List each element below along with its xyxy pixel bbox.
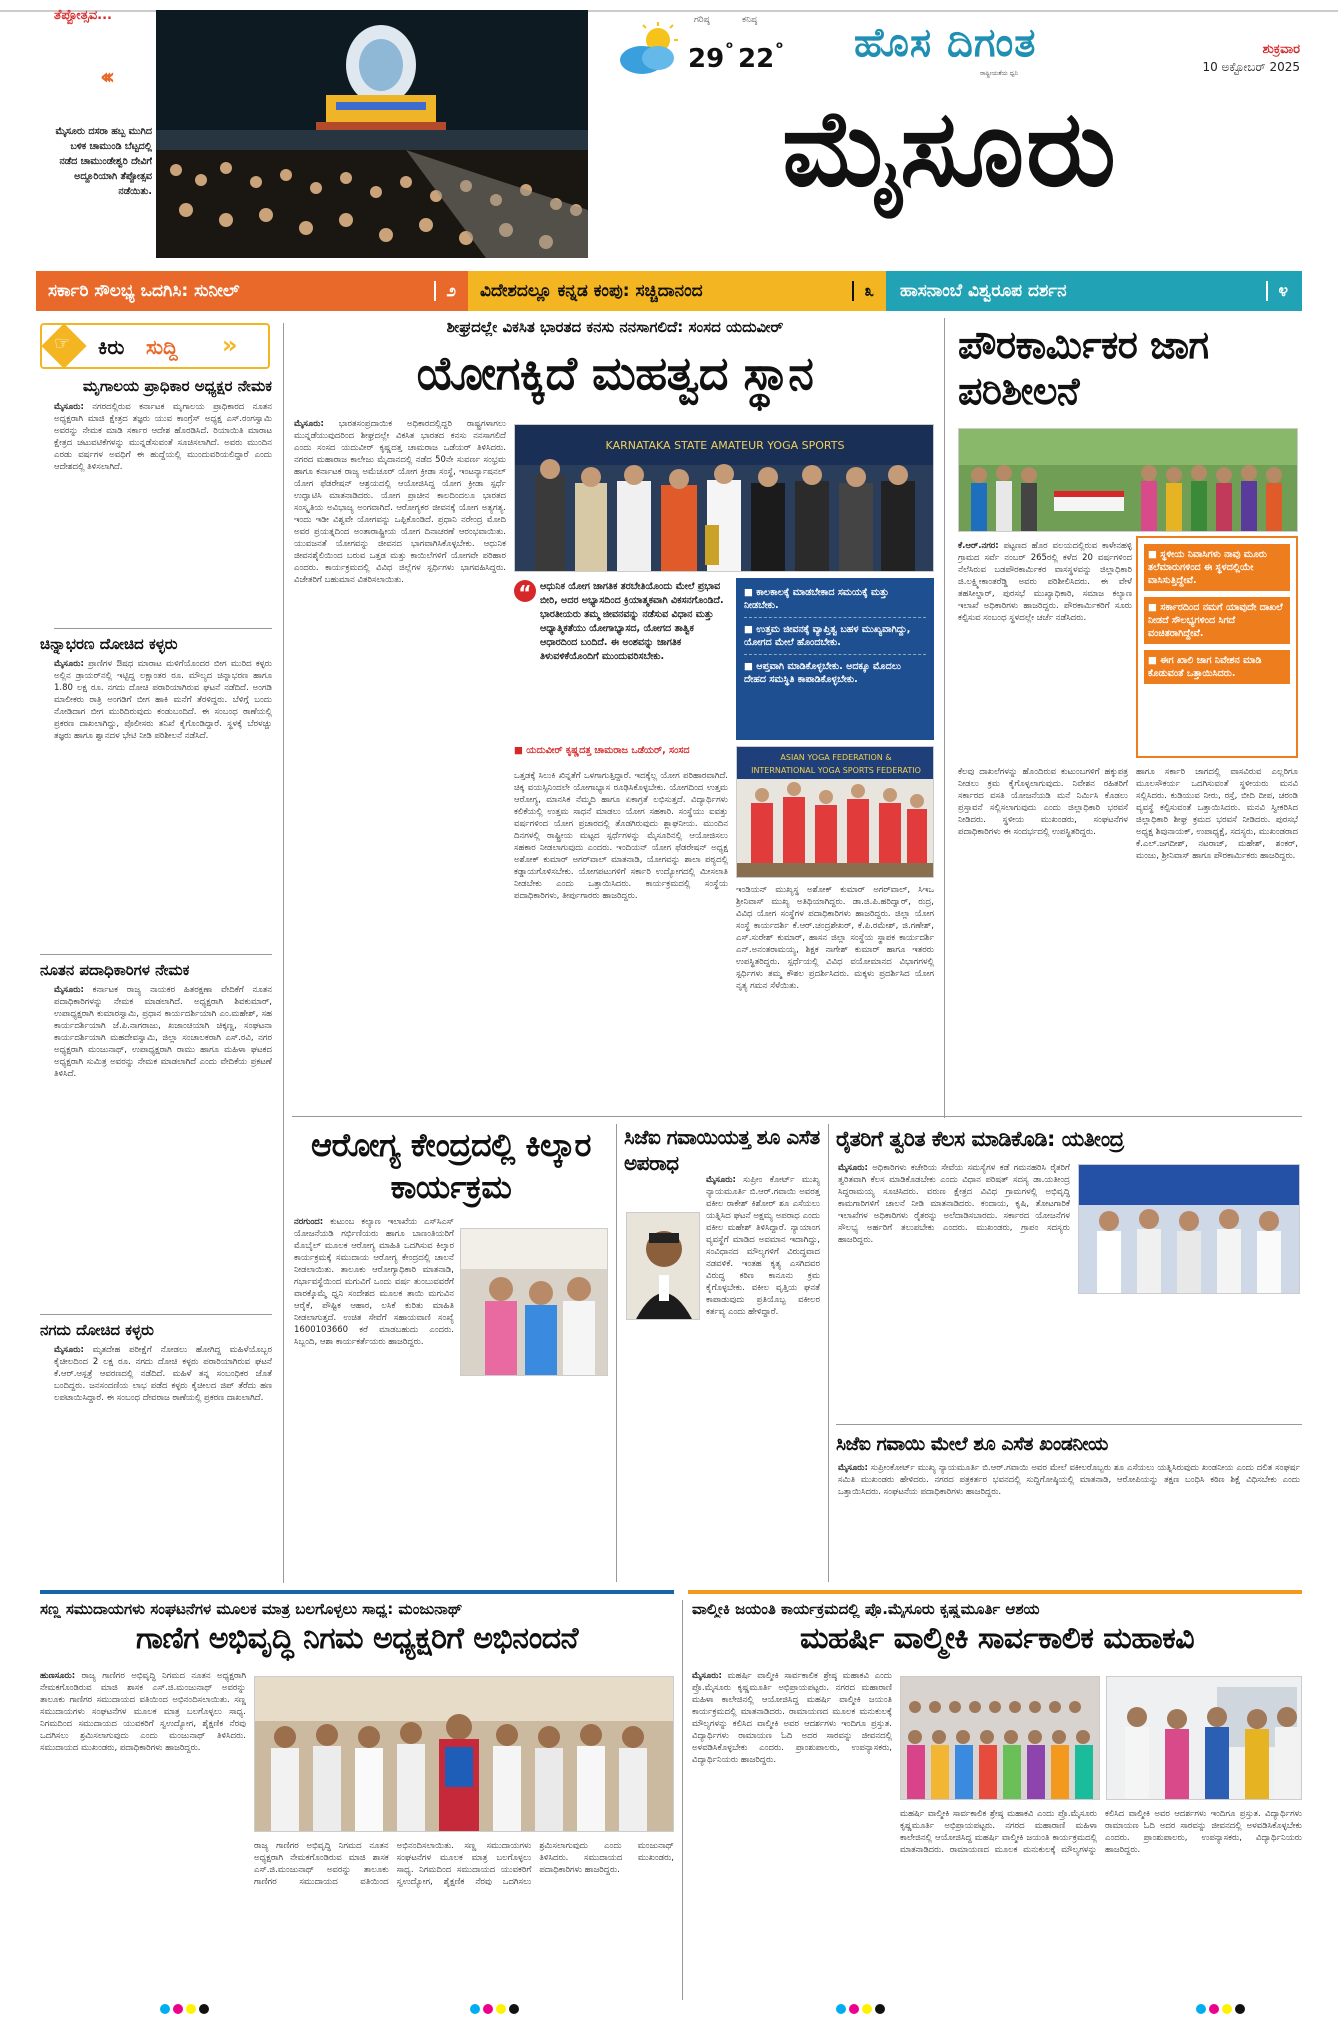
suddi-label: ಸುದ್ದಿ: [146, 335, 178, 359]
lead-body: ಇಂಡಿಯನ್ ಮುಖ್ಯಸ್ಥ ಅಶೋಕ್ ಕುಮಾರ್ ಅಗರ್‌ವಾಲ್, ಸಿಇಒ ಶ್ರೀನಿವಾಸ್ ಮುಖ್ಯ ಅತಿಥಿಯಾಗಿದ್ದರು. ಡಾ.ಜಿ.ಪಿ.ಹರಿದ್ವಾರ್, ರುದ್ರ, ವಿವಿಧ ಯೋಗ ಸಂಸ್ಥೆಗಳ ಪದಾಧಿಕಾರಿಗಳು ಹಾಜರಿದ್ದರು. ಜಿಲ್ಲಾ ಯೋಗ ಸಂಸ್ಥೆ ಕಾರ್ಯದರ್ಶಿ ಕೆ.ಆರ್.ಚಂದ್ರಶೇಖರ್, ಕೆ.ಪಿ.ರಮೇಶ್, ಜಿ.ಗಣೇಶ್, ಎಸ್.ಸುರೇಶ್ ಕುಮಾರ್, ಹಾಸನ ಜಿಲ್ಲಾ ಸಂಸ್ಥೆಯ ಸ್ಥಾಪಕ ಕಾರ್ಯದರ್ಶಿ ಎನ್.ಅನಂತರಾಮಯ್ಯ, ಶಿಕ್ಷಕ ನಾಗೇಶ್ ಕುಮಾರ್ ಹಾಗೂ ಇತರರು ಉಪಸ್ಥಿತರಿದ್ದರು. ಸ್ಪರ್ಧೆಯಲ್ಲಿ ವಿವಿಧ ವಯೋಮಾನದ ವಿಭಾಗಗಳಲ್ಲಿ ಸ್ಪರ್ಧಿಗಳು ತಮ್ಮ ಕೌಶಲ ಪ್ರದರ್ಶಿಸಿದರು. ಮಕ್ಕಳು ಪ್ರದರ್ಶಿಸಿದ ಯೋಗ ನೃತ್ಯ ಗಮನ ಸೆಳೆಯಿತು.: [736, 885, 934, 991]
brief-story: [40, 1320, 272, 1576]
teaser-kicker: ತೆಪ್ಪೋತ್ಸವ...: [54, 8, 112, 23]
bullet-item: ■ ಉತ್ತಮ ಜೀವನಕ್ಕೆ ವ್ಯಾಪ್ತಿತ್ವ ಬಹಳ ಮುಖ್ಯವಾಗಿದ್ದು, ಯೋಗದ ಮೇಲೆ ಹೊಂದಬೇಕು.: [744, 623, 926, 655]
lead-body: ಮೈಸೂರು: ಭಾರತಸಂಪ್ರದಾಯಿಕ ಅಧಿಕಾರದಲ್ಲಿದ್ದರಿ ರಾಷ್ಟ್ರಗಳಾಗಲು ಮುನ್ನಡೆಯುವುದರಿಂದ ಶೀಘ್ರದಲ್ಲೇ ವಿಕಸಿತ ಭಾರತದ ಕನಸು ನನಸಾಗಲಿದೆ ಎಂದು ಸಂಸದ ಯದುವೀರ್ ಕೃಷ್ಣದತ್ತ ಚಾಮರಾಜ ಒಡೆಯರ್ ತಿಳಿಸಿದರು. ನಗರದ ಮಹಾರಾಜ ಕಾಲೇಜು ಮೈದಾನದಲ್ಲಿ ನಡೆದ 50ನೇ ಸುವರ್ಣ ಸಂಭ್ರಮ ಹಾಗೂ ಕರ್ನಾಟಕ ರಾಜ್ಯ ಅಮೆಚೂರ್ ಯೋಗ ಕ್ರೀಡಾ ಸಂಸ್ಥೆ, ಇಂಟರ್ನ್ಯಾಷನಲ್ ಯೋಗ ಫೆಡರೇಷನ್ ಆಶ್ರಯದಲ್ಲಿ ಆಯೋಜಿಸಿದ್ದ ಯೋಗ ಕ್ರೀಡಾ ಸ್ಪರ್ಧೆ ಉದ್ಘಾಟಿಸಿ ಮಾತನಾಡಿದರು. ಯೋಗ ಪ್ರಾಚೀನ ಕಾಲದಿಂದಲೂ ಭಾರತದ ಸಂಸ್ಕೃತಿಯ ಅವಿಭಾಜ್ಯ ಅಂಗವಾಗಿದೆ. ಆರೋಗ್ಯಕರ ಜೀವನಕ್ಕೆ ಯೋಗ ಅತ್ಯಗತ್ಯ. ಇಂದು ಇಡೀ ವಿಶ್ವವೇ ಯೋಗವನ್ನು ಒಪ್ಪಿಕೊಂಡಿದೆ. ಪ್ರಧಾನಿ ನರೇಂದ್ರ ಮೋದಿ ಅವರ ಪ್ರಯತ್ನದಿಂದ ಅಂತಾರಾಷ್ಟ್ರೀಯ ಯೋಗ ದಿನಾಚರಣೆ ಆರಂಭವಾಯಿತು. ಯುವಜನತೆ ಯೋಗವನ್ನು ಜೀವನದ ಭಾಗವಾಗಿಸಿಕೊಳ್ಳಬೇಕು. ಆಧುನಿಕ ಜೀವನಶೈಲಿಯಿಂದ ಬರುವ ಒತ್ತಡ ಮತ್ತು ಕಾಯಿಲೆಗಳಿಗೆ ಯೋಗವೇ ಪರಿಹಾರ ಎಂದರು. ಕಾರ್ಯಕ್ರಮದಲ್ಲಿ ವಿವಿಧ ಜಿಲ್ಲೆಗಳ ಸ್ಪರ್ಧಿಗಳು ಭಾಗವಹಿಸಿದ್ದರು. ವಿಜೇತರಿಗೆ ಬಹುಮಾನ ವಿತರಿಸಲಾಯಿತು.: [294, 419, 506, 585]
degree-icon: o: [726, 40, 733, 51]
stage-banner: KARNATAKA STATE AMATEUR YOGA SPORTS: [605, 439, 845, 452]
teaser-caption: ಮೈಸೂರು ದಸರಾ ಹಬ್ಬ ಮುಗಿದ ಬಳಿಕ ಚಾಮುಂಡಿ ಬೆಟ್ಟದಲ್ಲಿ ನಡೆದ ಚಾಮುಂಡೇಶ್ವರಿ ದೇವಿಗೆ ಅದ್ದೂರಿಯಾಗಿ ತೆಪ್ಪೋತ್ಸವ ನಡೆಯಿತು.: [55, 126, 152, 197]
brand-logo: ಹೊಸ ದಿಗಂತ: [854, 20, 1037, 66]
kiru-label: ಕಿರು: [98, 335, 125, 359]
degree-icon: o: [776, 40, 783, 51]
valmiki-headline: ಮಹರ್ಷಿ ವಾಲ್ಮೀಕಿ ಸಾರ್ವಕಾಲಿಕ ಮಹಾಕವಿ: [799, 1621, 1195, 1656]
health-headline: ಆರೋಗ್ಯ ಕೇಂದ್ರದಲ್ಲಿ ಕಿಲ್ಕಾರ ಕಾರ್ಯಕ್ರಮ: [311, 1126, 591, 1206]
ganiga-body: ಹುಣಸೂರು: ರಾಜ್ಯ ಗಾಣಿಗರ ಅಭಿವೃದ್ಧಿ ನಿಗಮದ ನೂತನ ಅಧ್ಯಕ್ಷರಾಗಿ ನೇಮಕಗೊಂಡಿರುವ ಮಾಜಿ ಶಾಸಕ ಎಸ್.ಜಿ.ಮಂಜುನಾಥ್ ಅವರನ್ನು ತಾಲೂಕು ಗಾಣಿಗರ ಸಮುದಾಯದ ವತಿಯಿಂದ ಅಭಿನಂದಿಸಲಾಯಿತು. ಸಣ್ಣ ಸಮುದಾಯಗಳು ಸಂಘಟನೆಗಳ ಮೂಲಕ ಮಾತ್ರ ಬಲಗೊಳ್ಳಲು ಸಾಧ್ಯ. ನಿಗಮದಿಂದ ಸಮುದಾಯದ ಯುವಕರಿಗೆ ಸ್ವಉದ್ಯೋಗ, ಶೈಕ್ಷಣಿಕ ನೆರವು ಒದಗಿಸಲು ಶ್ರಮಿಸಲಾಗುವುದು ಎಂದು ಮಂಜುನಾಥ್ ತಿಳಿಸಿದರು. ಸಮುದಾಯದ ಮುಖಂಡರು, ಪದಾಧಿಕಾರಿಗಳು ಹಾಜರಿದ್ದರು.: [40, 1671, 246, 1753]
section-rule: [40, 1590, 674, 1594]
edition-title: ಮೈಸೂರು: [782, 85, 1118, 210]
highlight-item: ■ ಈಗ ಖಾಲಿ ಜಾಗ ನಿವೇಶನ ಮಾಡಿ ಕೊಡುವಂತೆ ಒತ್ತಾಯಿಸಿದರು.: [1144, 650, 1290, 684]
index-item-label: ಸರ್ಕಾರಿ ಸೌಲಭ್ಯ ಒದಗಿಸಿ: ಸುನೀಲ್: [48, 281, 240, 301]
index-item-page: ೨: [434, 281, 456, 301]
temp-max: 29: [688, 44, 725, 74]
bullet-item: ■ ಕಾಲಕಾಲಕ್ಕೆ ಮಾಡಬೇಕಾದ ಸಮಯಕ್ಕೆ ಮತ್ತು ನೀಡಬೇಕು.: [744, 586, 926, 618]
valmiki-body: ಮಹರ್ಷಿ ವಾಲ್ಮೀಕಿ ಸಾರ್ವಕಾಲಿಕ ಶ್ರೇಷ್ಠ ಮಹಾಕವಿ ಎಂದು ಪ್ರೊ.ಮೈಸೂರು ಕೃಷ್ಣಮೂರ್ತಿ ಅಭಿಪ್ರಾಯಪಟ್ಟರು. ನಗರದ ಮಹಾರಾಣಿ ಮಹಿಳಾ ಕಾಲೇಜಿನಲ್ಲಿ ಆಯೋಜಿಸಿದ್ದ ಮಹರ್ಷಿ ವಾಲ್ಮೀಕಿ ಜಯಂತಿ ಕಾರ್ಯಕ್ರಮದಲ್ಲಿ ಮಾತನಾಡಿದರು. ರಾಮಾಯಣದ ಮೂಲಕ ಮನುಕುಲಕ್ಕೆ ಮೌಲ್ಯಗಳನ್ನು ಕಲಿಸಿದ ವಾಲ್ಮೀಕಿ ಅವರ ಆದರ್ಶಗಳು ಇಂದಿಗೂ ಪ್ರಸ್ತುತ. ವಿದ್ಯಾರ್ಥಿಗಳು ರಾಮಾಯಣ ಓದಿ ಅದರ ಸಾರವನ್ನು ಜೀವನದಲ್ಲಿ ಅಳವಡಿಸಿಕೊಳ್ಳಬೇಕು ಎಂದರು. ಪ್ರಾಂಶುಪಾಲರು, ಉಪನ್ಯಾಸಕರು, ವಿದ್ಯಾರ್ಥಿನಿಯರು ಹಾಜರಿದ್ದರು.: [900, 1809, 1302, 1855]
brief-title: ಚಿನ್ನಾಭರಣ ದೋಚಿದ ಕಳ್ಳರು: [40, 635, 178, 653]
farmers-body: ಮೈಸೂರು: ಅಧಿಕಾರಿಗಳು ಕಚೇರಿಯ ಸೇವೆಯ ಸಮಸ್ಯೆಗಳ ಕಡೆ ಗಮನಹರಿಸಿ ರೈತರಿಗೆ ತ್ವರಿತವಾಗಿ ಕೆಲಸ ಮಾಡಿಕೊಡಬೇಕು ಎಂದು ವಿಧಾನ ಪರಿಷತ್ ಸದಸ್ಯ ಡಾ.ಯತೀಂದ್ರ ಸಿದ್ದರಾಮಯ್ಯ ಸೂಚಿಸಿದರು. ವರುಣ ಕ್ಷೇತ್ರದ ವಿವಿಧ ಗ್ರಾಮಗಳಲ್ಲಿ ಅಭಿವೃದ್ಧಿ ಕಾಮಗಾರಿಗಳಿಗೆ ಚಾಲನೆ ನೀಡಿ ಮಾತನಾಡಿದರು. ಕಂದಾಯ, ಕೃಷಿ, ತೋಟಗಾರಿಕೆ ಇಲಾಖೆಗಳ ಅಧಿಕಾರಿಗಳು ರೈತರನ್ನು ಅಲೆದಾಡಿಸಬಾರದು. ಸರ್ಕಾರದ ಯೋಜನೆಗಳ ಸೌಲಭ್ಯ ಅರ್ಹರಿಗೆ ತಲುಪಬೇಕು ಎಂದರು. ಮುಖಂಡರು, ಗ್ರಾಪಂ ಸದಸ್ಯರು ಹಾಜರಿದ್ದರು.: [838, 1163, 1070, 1245]
index-item[interactable]: [36, 271, 468, 311]
brief-story: [40, 960, 272, 1290]
registration-mark: [836, 2004, 885, 2014]
highlight-item: ■ ಸ್ಥಳೀಯ ನಿವಾಸಿಗಳು ನಾವು ಮೂರು ತಲೆಮಾರುಗಳಿಂದ ಈ ಸ್ಥಳದಲ್ಲಿಯೇ ವಾಸಿಸುತ್ತಿದ್ದೇವೆ.: [1144, 544, 1290, 591]
farmers-headline: ರೈತರಿಗೆ ತ್ವರಿತ ಕೆಲಸ ಮಾಡಿಕೊಡಿ: ಯತೀಂದ್ರ: [836, 1127, 1124, 1151]
lead-bullets-box: [736, 578, 934, 740]
right-highlights-box: [1136, 536, 1298, 758]
index-item-label: ವಿದೇಶದಲ್ಲೂ ಕನ್ನಡ ಕಂಪು: ಸಚ್ಚಿದಾನಂದ: [480, 281, 703, 301]
health-body: ನರಗುಂದ: ಕುಟುಂಬ ಕಲ್ಯಾಣ ಇಲಾಖೆಯ ಎಸ್‌ಸಿಎಸ್ ಯೋಜನೆಯಡಿ ಗರ್ಭಿಣಿಯರು ಹಾಗೂ ಬಾಣಂತಿಯರಿಗೆ ಮೊಬೈಲ್ ಮೂಲಕ ಆರೋಗ್ಯ ಮಾಹಿತಿ ಒದಗಿಸುವ ಕಿಲ್ಕಾರ ಕಾರ್ಯಕ್ರಮಕ್ಕೆ ಸಮುದಾಯ ಆರೋಗ್ಯ ಕೇಂದ್ರದಲ್ಲಿ ಚಾಲನೆ ನೀಡಲಾಯಿತು. ತಾಲೂಕು ಆರೋಗ್ಯಾಧಿಕಾರಿ ಮಾತನಾಡಿ, ಗರ್ಭಾವಸ್ಥೆಯಿಂದ ಮಗುವಿಗೆ ಒಂದು ವರ್ಷ ತುಂಬುವವರೆಗೆ ವಾರಕ್ಕೊಮ್ಮೆ ಧ್ವನಿ ಸಂದೇಶದ ಮೂಲಕ ತಾಯಿ ಮಗುವಿನ ಆರೈಕೆ, ಪೌಷ್ಟಿಕ ಆಹಾರ, ಲಸಿಕೆ ಕುರಿತು ಮಾಹಿತಿ ನೀಡಲಾಗುತ್ತದೆ. ಉಚಿತ ಸೇವೆಗೆ ಸಹಾಯವಾಣಿ ಸಂಖ್ಯೆ 1600103660 ಕರೆ ಮಾಡಬಹುದು ಎಂದರು. ಸಿಬ್ಬಂದಿ, ಆಶಾ ಕಾರ್ಯಕರ್ತೆಯರು ಹಾಜರಿದ್ದರು.: [294, 1217, 454, 1347]
banner-text: ASIAN YOGA FEDERATION &: [780, 753, 892, 762]
quote-icon: “: [514, 580, 536, 602]
hand-glyph-icon: ☞: [54, 333, 71, 354]
ganiga-headline: ಗಾಣಿಗ ಅಭಿವೃದ್ಧಿ ನಿಗಮ ಅಧ್ಯಕ್ಷರಿಗೆ ಅಭಿನಂದನೆ: [136, 1621, 578, 1656]
brief-title: ಮೃಗಾಲಯ ಪ್ರಾಧಿಕಾರ ಅಧ್ಯಕ್ಷರ ನೇಮಕ: [82, 377, 272, 395]
valmiki-photo-audience[interactable]: [900, 1676, 1100, 1800]
index-item[interactable]: [468, 271, 886, 311]
issue-day: ಶುಕ್ರವಾರ: [1262, 42, 1300, 57]
brief-body: ಮೈಸೂರು: ಕರ್ನಾಟಕ ರಾಜ್ಯ ನಾಯಕರ ಹಿತರಕ್ಷಣಾ ವೇದಿಕೆಗೆ ನೂತನ ಪದಾಧಿಕಾರಿಗಳನ್ನು ನೇಮಕ ಮಾಡಲಾಗಿದೆ. ಅಧ್ಯಕ್ಷರಾಗಿ ಶಿವಕುಮಾರ್, ಉಪಾಧ್ಯಕ್ಷರಾಗಿ ಕುಮಾರಸ್ವಾಮಿ, ಪ್ರಧಾನ ಕಾರ್ಯದರ್ಶಿಯಾಗಿ ಎಂ.ಮಹೇಶ್, ಸಹ ಕಾರ್ಯದರ್ಶಿಯಾಗಿ ಜೆ.ಪಿ.ನಾಗರಾಜು, ಖಜಾಂಚಿಯಾಗಿ ಚಿಕ್ಕಣ್ಣ, ಸಂಘಟನಾ ಕಾರ್ಯದರ್ಶಿಯಾಗಿ ಮಹದೇವಸ್ವಾಮಿ, ಜಿಲ್ಲಾ ಸಂಚಾಲಕರಾಗಿ ಎಸ್.ರವಿ, ನಗರ ಅಧ್ಯಕ್ಷರಾಗಿ ಮಂಜುನಾಥ್, ಉಪಾಧ್ಯಕ್ಷರಾಗಿ ರಾಮು ಹಾಗೂ ಮಹಿಳಾ ಘಟಕದ ಅಧ್ಯಕ್ಷರಾಗಿ ಸುಮಿತ್ರ ಅವರನ್ನು ನೇಮಕ ಮಾಡಲಾಗಿದೆ ಎಂದು ವೇದಿಕೆಯ ಪ್ರಕಟಣೆ ತಿಳಿಸಿದೆ.: [54, 985, 272, 1079]
registration-mark: [470, 2004, 519, 2014]
brand-tagline: ರಾಷ್ಟ್ರೀಯತೆಯ ಧ್ವನಿ: [980, 70, 1018, 77]
chevron-right-icon: »: [222, 331, 238, 359]
ganiga-photo[interactable]: [254, 1676, 674, 1832]
brief-story: [40, 634, 272, 918]
kiru-suddi-banner: [40, 323, 270, 369]
temp-min: 22: [738, 44, 775, 74]
section-rule: [688, 1590, 1302, 1594]
banner-text: INTERNATIONAL YOGA SPORTS FEDERATIO: [751, 766, 921, 775]
cji-body: ಮೈಸೂರು: ಸುಪ್ರೀಂ ಕೋರ್ಟ್ ಮುಖ್ಯ ನ್ಯಾಯಮೂರ್ತಿ ಬಿ.ಆರ್.ಗವಾಯಿ ಅವರತ್ತ ವಕೀಲ ರಾಕೇಶ್ ಕಿಶೋರ್ ಶೂ ಎಸೆಯಲು ಯತ್ನಿಸಿದ ಘಟನೆ ಅಕ್ಷಮ್ಯ ಅಪರಾಧ ಎಂದು ವಕೀಲ ಮಹೇಶ್ ತಿಳಿಸಿದ್ದಾರೆ. ನ್ಯಾಯಾಂಗ ವ್ಯವಸ್ಥೆಗೆ ಮಾಡಿದ ಅವಮಾನ ಇದಾಗಿದ್ದು, ಸಂವಿಧಾನದ ಮೌಲ್ಯಗಳಿಗೆ ವಿರುದ್ಧವಾದ ನಡವಳಿಕೆ. ಇಂತಹ ಕೃತ್ಯ ಎಸಗಿದವರ ವಿರುದ್ಧ ಕಠಿಣ ಕಾನೂನು ಕ್ರಮ ಕೈಗೊಳ್ಳಬೇಕು. ವಕೀಲ ವೃತ್ತಿಯ ಘನತೆ ಕಾಪಾಡುವುದು ಪ್ರತಿಯೊಬ್ಬ ವಕೀಲರ ಕರ್ತವ್ಯ ಎಂದು ಹೇಳಿದ್ದಾರೆ.: [706, 1175, 820, 1317]
valmiki-body: ಮೈಸೂರು: ಮಹರ್ಷಿ ವಾಲ್ಮೀಕಿ ಸಾರ್ವಕಾಲಿಕ ಶ್ರೇಷ್ಠ ಮಹಾಕವಿ ಎಂದು ಪ್ರೊ.ಮೈಸೂರು ಕೃಷ್ಣಮೂರ್ತಿ ಅಭಿಪ್ರಾಯಪಟ್ಟರು. ನಗರದ ಮಹಾರಾಣಿ ಮಹಿಳಾ ಕಾಲೇಜಿನಲ್ಲಿ ಆಯೋಜಿಸಿದ್ದ ಮಹರ್ಷಿ ವಾಲ್ಮೀಕಿ ಜಯಂತಿ ಕಾರ್ಯಕ್ರಮದಲ್ಲಿ ಮಾತನಾಡಿದರು. ರಾಮಾಯಣದ ಮೂಲಕ ಮನುಕುಲಕ್ಕೆ ಮೌಲ್ಯಗಳನ್ನು ಕಲಿಸಿದ ವಾಲ್ಮೀಕಿ ಅವರ ಆದರ್ಶಗಳು ಇಂದಿಗೂ ಪ್ರಸ್ತುತ. ವಿದ್ಯಾರ್ಥಿಗಳು ರಾಮಾಯಣ ಓದಿ ಅದರ ಸಾರವನ್ನು ಜೀವನದಲ್ಲಿ ಅಳವಡಿಸಿಕೊಳ್ಳಬೇಕು ಎಂದರು. ಪ್ರಾಂಶುಪಾಲರು, ಉಪನ್ಯಾಸಕರು, ವಿದ್ಯಾರ್ಥಿನಿಯರು ಹಾಜರಿದ್ದರು.: [692, 1671, 892, 1765]
lead-body: ಒತ್ತಡಕ್ಕೆ ಸಿಲುಕಿ ಖಿನ್ನತೆಗೆ ಒಳಗಾಗುತ್ತಿದ್ದಾರೆ. ಇದಕ್ಕೆಲ್ಲ ಯೋಗ ಪರಿಹಾರವಾಗಿದೆ. ಚಿಕ್ಕ ವಯಸ್ಸಿನಿಂದಲೇ ಯೋಗಾಭ್ಯಾಸ ರೂಢಿಸಿಕೊಳ್ಳಬೇಕು. ಯೋಗದಿಂದ ಉತ್ತಮ ಆರೋಗ್ಯ, ಮಾನಸಿಕ ನೆಮ್ಮದಿ ಹಾಗೂ ಏಕಾಗ್ರತೆ ಲಭಿಸುತ್ತದೆ. ವಿದ್ಯಾರ್ಥಿಗಳು ಕಲಿಕೆಯಲ್ಲಿ ಉತ್ತಮ ಸಾಧನೆ ಮಾಡಲು ಯೋಗ ಸಹಕಾರಿ. ಸಂಸ್ಥೆಯು ಐವತ್ತು ವರ್ಷಗಳಿಂದ ಯೋಗ ಪ್ರಚಾರದಲ್ಲಿ ತೊಡಗಿರುವುದು ಶ್ಲಾಘನೀಯ. ಮುಂದಿನ ದಿನಗಳಲ್ಲಿ ರಾಷ್ಟ್ರೀಯ ಮಟ್ಟದ ಸ್ಪರ್ಧೆಗಳನ್ನು ಮೈಸೂರಿನಲ್ಲಿ ಆಯೋಜಿಸಲು ಸಹಕಾರ ನೀಡಲಾಗುವುದು ಎಂದರು. ಇಂದಿಯನ್ ಯೋಗ ಫೆಡರೇಷನ್ ಅಧ್ಯಕ್ಷ ಅಶೋಕ್ ಕುಮಾರ್ ಅಗರ್‌ವಾಲ್ ಮಾತನಾಡಿ, ಯೋಗವನ್ನು ಶಾಲಾ ಪಠ್ಯದಲ್ಲಿ ಕಡ್ಡಾಯಗೊಳಿಸಬೇಕು. ಯೋಗಪಟುಗಳಿಗೆ ಸರ್ಕಾರಿ ಉದ್ಯೋಗದಲ್ಲಿ ಮೀಸಲಾತಿ ನೀಡಬೇಕು ಎಂದು ಒತ್ತಾಯಿಸಿದರು. ಕಾರ್ಯಕ್ರಮದಲ್ಲಿ ಸಂಸ್ಥೆಯ ಪದಾಧಿಕಾರಿಗಳು, ತೀರ್ಪುಗಾರರು ಹಾಜರಿದ್ದರು.: [514, 771, 728, 901]
index-item-page: ೪: [1266, 281, 1288, 301]
teaser-photo[interactable]: [156, 10, 588, 258]
index-bar: [36, 271, 1302, 311]
ganiga-body: ರಾಜ್ಯ ಗಾಣಿಗರ ಅಭಿವೃದ್ಧಿ ನಿಗಮದ ನೂತನ ಅಧ್ಯಕ್ಷರಾಗಿ ನೇಮಕಗೊಂಡಿರುವ ಮಾಜಿ ಶಾಸಕ ಎಸ್.ಜಿ.ಮಂಜುನಾಥ್ ಅವರನ್ನು ತಾಲೂಕು ಗಾಣಿಗರ ಸಮುದಾಯದ ವತಿಯಿಂದ ಅಭಿನಂದಿಸಲಾಯಿತು. ಸಣ್ಣ ಸಮುದಾಯಗಳು ಸಂಘಟನೆಗಳ ಮೂಲಕ ಮಾತ್ರ ಬಲಗೊಳ್ಳಲು ಸಾಧ್ಯ. ನಿಗಮದಿಂದ ಸಮುದಾಯದ ಯುವಕರಿಗೆ ಸ್ವಉದ್ಯೋಗ, ಶೈಕ್ಷಣಿಕ ನೆರವು ಒದಗಿಸಲು ಶ್ರಮಿಸಲಾಗುವುದು ಎಂದು ಮಂಜುನಾಥ್ ತಿಳಿಸಿದರು. ಸಮುದಾಯದ ಮುಖಂಡರು, ಪದಾಧಿಕಾರಿಗಳು ಹಾಜರಿದ್ದರು.: [254, 1841, 674, 1887]
registration-mark: [1196, 2004, 1245, 2014]
bullet-item: ■ ಆಪ್ತವಾಗಿ ಮಾಡಿಕೊಳ್ಳಬೇಕು. ಅದಕ್ಕೂ ಮೊದಲು ದೇಹದ ಸಮಸ್ಥಿತಿ ಕಾಪಾಡಿಕೊಳ್ಳಬೇಕು.: [744, 661, 901, 685]
brief-body: ಮೈಸೂರು: ಪ್ರಾಣಿಗಳ ಔಷಧ ಮಾರಾಟ ಮಳಿಗೆಯೊಂದರ ಬೀಗ ಮುರಿದ ಕಳ್ಳರು ಅಲ್ಲಿನ ಡ್ರಾಯರ್‌ನಲ್ಲಿ ಇಟ್ಟಿದ್ದ ಲಕ್ಷಾಂತರ ರೂ. ಮೌಲ್ಯದ ಚಿನ್ನಾಭರಣ ಹಾಗೂ 1.80 ಲಕ್ಷ ರೂ. ನಗದು ದೋಚಿ ಪರಾರಿಯಾಗಿರುವ ಘಟನೆ ನಡೆದಿದೆ. ಅಂಗಡಿ ಮಾಲೀಕರು ರಾತ್ರಿ ಅಂಗಡಿಗೆ ಬೀಗ ಹಾಕಿ ಮನೆಗೆ ತೆರಳಿದ್ದರು. ಬೆಳಿಗ್ಗೆ ಬಂದು ನೋಡಿದಾಗ ಬೀಗ ಮುರಿದಿರುವುದು ಕಂಡುಬಂದಿದೆ. ಈ ಸಂಬಂಧ ಠಾಣೆಯಲ್ಲಿ ಪ್ರಕರಣ ದಾಖಲಾಗಿದ್ದು, ಪೊಲೀಸರು ತನಿಖೆ ಕೈಗೊಂಡಿದ್ದಾರೆ. ಸ್ಥಳಕ್ಕೆ ಬೆರಳಚ್ಚು ತಜ್ಞರು ಹಾಗೂ ಶ್ವಾನದಳ ಭೇಟಿ ನೀಡಿ ಪರಿಶೀಲನೆ ನಡೆಸಿದೆ.: [54, 659, 272, 741]
brief-title: ನಗದು ದೋಚಿದ ಕಳ್ಳರು: [40, 1321, 154, 1339]
lead-photo-dancers[interactable]: [736, 746, 934, 878]
lead-quote: ಆಧುನಿಕ ಯೋಗ ಜಾಗತಿಕ ತರಬೇತಿಯೊಂದು ಮೇಲೆ ಪ್ರಭಾವ ಬೀರಿ, ಅದರ ಅಭ್ಯಾಸದಿಂದ ಕ್ರಿಯಾತ್ಮಕವಾಗಿ ವಿಕಸನಗೊಂಡಿದೆ. ಭಾರತೀಯರು ತಮ್ಮ ಜೀವನವನ್ನು ನಡೆಸುವ ವಿಧಾನ ಮತ್ತು ಆಧ್ಯಾತ್ಮಿಕತೆಯು ಯೋಗಾಭ್ಯಾಸದ, ಯೋಗದ ತಾತ್ವಿಕ ಆಧಾರದಿಂದ ಬಂದಿದೆ. ಈ ಅಂಶವನ್ನು ಜಾಗತಿಕ ತಿಳುವಳಿಕೆಯೊಂದಿಗೆ ಮುಂದುವರಿಸಬೇಕು.: [540, 581, 724, 662]
issue-date: 10 ಅಕ್ಟೋಬರ್ 2025: [1202, 60, 1300, 74]
index-item-page: ೩: [852, 281, 874, 301]
brief-story: [54, 376, 272, 579]
lead-photo-stage[interactable]: [514, 424, 934, 572]
brief-body: ಮೈಸೂರು: ಮೃತದೇಹ ಪರೀಕ್ಷೆಗೆ ನೋಡಲು ಹೋಗಿದ್ದ ಮಹಿಳೆಯೊಬ್ಬರ ಕೈಚೀಲದಿಂದ 2 ಲಕ್ಷ ರೂ. ನಗದು ದೋಚಿ ಕಳ್ಳರು ಪರಾರಿಯಾಗಿರುವ ಘಟನೆ ಕೆ.ಆರ್.ಆಸ್ಪತ್ರೆ ಆವರಣದಲ್ಲಿ ನಡೆದಿದೆ. ಮಹಿಳೆ ತನ್ನ ಸಂಬಂಧಿಕರ ಜೊತೆ ಬಂದಿದ್ದರು. ಜನಸಂದಣಿಯ ಲಾಭ ಪಡೆದ ಕಳ್ಳರು ಕೈಚೀಲದ ಜಿಪ್ ತೆರೆದು ಹಣ ಲಪಟಾಯಿಸಿದ್ದಾರೆ. ಈ ಸಂಬಂಧ ದೇವರಾಜ ಠಾಣೆಯಲ್ಲಿ ಪ್ರಕರಣ ದಾಖಲಾಗಿದೆ.: [54, 1345, 272, 1403]
right-photo[interactable]: [958, 428, 1298, 532]
cji-condemn-headline: ಸಿಜೆಐ ಗವಾಯಿ ಮೇಲೆ ಶೂ ಎಸೆತ ಖಂಡನೀಯ: [836, 1433, 1108, 1455]
brief-title: ನೂತನ ಪದಾಧಿಕಾರಿಗಳ ನೇಮಕ: [40, 961, 190, 979]
cji-condemn-body: ಮೈಸೂರು: ಸುಪ್ರೀಂಕೋರ್ಟ್ ಮುಖ್ಯ ನ್ಯಾಯಮೂರ್ತಿ ಬಿ.ಆರ್.ಗವಾಯಿ ಅವರ ಮೇಲೆ ವಕೀಲರೊಬ್ಬರು ಶೂ ಎಸೆಯಲು ಯತ್ನಿಸಿರುವುದು ಖಂಡನೀಯ ಎಂದು ದಲಿತ ಸಂಘರ್ಷ ಸಮಿತಿ ಮುಖಂಡರು ಹೇಳಿದರು. ನಗರದ ಪತ್ರಕರ್ತರ ಭವನದಲ್ಲಿ ಸುದ್ದಿಗೋಷ್ಠಿಯಲ್ಲಿ ಮಾತನಾಡಿ, ಆರೋಪಿಯನ್ನು ತಕ್ಷಣ ಬಂಧಿಸಿ ಕಠಿಣ ಶಿಕ್ಷೆ ವಿಧಿಸಬೇಕು ಎಂದು ಒತ್ತಾಯಿಸಿದರು. ಸಂಘಟನೆಯ ಪದಾಧಿಕಾರಿಗಳು ಹಾಜರಿದ್ದರು.: [838, 1463, 1300, 1497]
registration-mark: [160, 2004, 209, 2014]
quote-author: ■ ಯದುವೀರ್ ಕೃಷ್ಣದತ್ತ ಚಾಮರಾಜ ಒಡೆಯರ್, ಸಂಸದ: [514, 745, 690, 756]
chevron-icon: ‹‹‹: [100, 65, 110, 90]
ganiga-kicker: ಸಣ್ಣ ಸಮುದಾಯಗಳು ಸಂಘಟನೆಗಳ ಮೂಲಕ ಮಾತ್ರ ಬಲಗೊಳ್ಳಲು ಸಾಧ್ಯ: ಮಂಜುನಾಥ್: [40, 1600, 463, 1618]
index-item-label: ಹಾಸನಾಂಬೆ ವಿಶ್ವರೂಪ ದರ್ಶನ: [900, 281, 1067, 301]
health-photo[interactable]: [460, 1228, 608, 1376]
temp-min-label: ಕನಿಷ್ಠ: [742, 15, 758, 25]
highlight-item: ■ ಸರ್ಕಾರದಿಂದ ನಮಗೆ ಯಾವುದೇ ದಾಖಲೆ ನೀಡದೆ ಸೌಲಭ್ಯಗಳಿಂದ ಸಿಗದೆ ವಂಚಿತರಾಗಿದ್ದೇವೆ.: [1144, 597, 1290, 644]
right-body: ಕೆಲವು ದಾಖಲೆಗಳನ್ನು ಹೊಂದಿರುವ ಕುಟುಂಬಗಳಿಗೆ ಹಕ್ಕುಪತ್ರ ನೀಡಲು ಕ್ರಮ ಕೈಗೊಳ್ಳಲಾಗುವುದು. ನಿವೇಶನ ರಹಿತರಿಗೆ ಸರ್ಕಾರದ ವಸತಿ ಯೋಜನೆಯಡಿ ಮನೆ ನಿರ್ಮಿಸಿ ಕೊಡಲು ಪ್ರಸ್ತಾವನೆ ಸಲ್ಲಿಸಲಾಗುವುದು ಎಂದು ಜಿಲ್ಲಾಧಿಕಾರಿ ಭರವಸೆ ನೀಡಿದರು. ಸ್ಥಳೀಯ ಮುಖಂಡರು, ಸಂಘಟನೆಗಳ ಪದಾಧಿಕಾರಿಗಳು ಈ ಸಂದರ್ಭದಲ್ಲಿ ಉಪಸ್ಥಿತರಿದ್ದರು.: [958, 767, 1128, 837]
right-headline: ಪೌರಕಾರ್ಮಿಕರ ಜಾಗ ಪರಿಶೀಲನೆ: [958, 323, 1209, 413]
valmiki-kicker: ವಾಲ್ಮೀಕಿ ಜಯಂತಿ ಕಾರ್ಯಕ್ರಮದಲ್ಲಿ ಪ್ರೊ.ಮೈಸೂರು ಕೃಷ್ಣಮೂರ್ತಿ ಆಶಯ: [692, 1600, 1040, 1618]
farmers-photo[interactable]: [1078, 1164, 1300, 1294]
brief-body: ಮೈಸೂರು: ನಗರದಲ್ಲಿರುವ ಕರ್ನಾಟಕ ಮೃಗಾಲಯ ಪ್ರಾಧಿಕಾರದ ನೂತನ ಅಧ್ಯಕ್ಷರಾಗಿ ಮಾಜಿ ಕ್ಷೇತ್ರದ ತಜ್ಞರು ಯುವ ಕಾಂಗ್ರೆಸ್ ಅಧ್ಯಕ್ಷ ಎಸ್.ರಂಗಸ್ವಾಮಿ ಅವರನ್ನು ನೇಮಕ ಮಾಡಿ ಸರ್ಕಾರ ಆದೇಶ ಹೊರಡಿಸಿದೆ. ರಿಯಾಯಿತಿ ಮಾರಾಟ ಕ್ಷೇತ್ರದ ಚಟುವಟಿಕೆಗಳನ್ನು ಮುನ್ನಡೆಸುವಂತೆ ಸೂಚಿಸಲಾಗಿದೆ. ಅವರು ಮುಂದಿನ ಎರಡು ವರ್ಷಗಳ ಅವಧಿಗೆ ಈ ಹುದ್ದೆಯಲ್ಲಿ ಮುಂದುವರಿಯಲಿದ್ದಾರೆ ಎಂದು ಆದೇಶದಲ್ಲಿ ತಿಳಿಸಲಾಗಿದೆ.: [54, 402, 272, 472]
lead-headline: ಯೋಗಕ್ಕಿದೆ ಮಹತ್ವದ ಸ್ಥಾನ: [416, 346, 814, 400]
weather-icon: [616, 22, 686, 78]
temp-max-label: ಗರಿಷ್ಠ: [694, 15, 710, 25]
index-item[interactable]: [886, 271, 1302, 311]
right-body: ಕೆ.ಆರ್.ನಗರ: ಪಟ್ಟಣದ ಹೊರ ವಲಯದಲ್ಲಿರುವ ಕಾಳೇನಹಳ್ಳಿ ಗ್ರಾಮದ ಸರ್ವೆ ನಂಬರ್ 265ರಲ್ಲಿ ಕಳೆದ 20 ವರ್ಷಗಳಿಂದ ನೆಲೆಸಿರುವ ಬಡಪೌರಕಾರ್ಮಿಕರ ವಾಸಸ್ಥಳವನ್ನು ಜಿಲ್ಲಾಧಿಕಾರಿ ಜಿ.ಲಕ್ಷ್ಮೀಕಾಂತರೆಡ್ಡಿ ಅವರು ಪರಿಶೀಲಿಸಿದರು. ಈ ವೇಳೆ ತಹಸೀಲ್ದಾರ್, ಪುರಸಭೆ ಮುಖ್ಯಾಧಿಕಾರಿ, ಸಮಾಜ ಕಲ್ಯಾಣ ಇಲಾಖೆ ಅಧಿಕಾರಿಗಳು ಹಾಜರಿದ್ದರು. ಪೌರಕಾರ್ಮಿಕರಿಗೆ ಸೂರು ಕಲ್ಪಿಸುವ ಸಂಬಂಧ ಸ್ಥಳದಲ್ಲೇ ಚರ್ಚೆ ನಡೆಸಿದರು.: [958, 541, 1132, 623]
right-body: ಹಾಗೂ ಸರ್ಕಾರಿ ಜಾಗದಲ್ಲಿ ವಾಸವಿರುವ ಎಲ್ಲರಿಗೂ ಮೂಲಸೌಕರ್ಯ ಒದಗಿಸುವಂತೆ ಸ್ಥಳೀಯರು ಮನವಿ ಸಲ್ಲಿಸಿದರು. ಕುಡಿಯುವ ನೀರು, ರಸ್ತೆ, ಬೀದಿ ದೀಪ, ಚರಂಡಿ ವ್ಯವಸ್ಥೆ ಕಲ್ಪಿಸುವಂತೆ ಒತ್ತಾಯಿಸಿದರು. ಮನವಿ ಸ್ವೀಕರಿಸಿದ ಜಿಲ್ಲಾಧಿಕಾರಿ ಶೀಘ್ರ ಕ್ರಮದ ಭರವಸೆ ನೀಡಿದರು. ಪುರಸಭೆ ಅಧ್ಯಕ್ಷ ಶಿವುನಾಯಕ್, ಉಪಾಧ್ಯಕ್ಷೆ, ಸದಸ್ಯರು, ಮುಖಂಡರಾದ ಕೆ.ಎಲ್.ಜಗದೀಶ್, ನಟರಾಜ್, ಮಹೇಶ್, ಶಂಕರ್, ಮಂಜು, ಶ್ರೀನಿವಾಸ್ ಹಾಗೂ ಪೌರಕಾರ್ಮಿಕರು ಹಾಜರಿದ್ದರು.: [1136, 767, 1298, 861]
lead-kicker: ಶೀಘ್ರದಲ್ಲೇ ವಿಕಸಿತ ಭಾರತದ ಕನಸು ನನಸಾಗಲಿದೆ: ಸಂಸದ ಯದುವೀರ್: [446, 318, 784, 336]
valmiki-photo-stage[interactable]: [1106, 1676, 1302, 1800]
cji-headline: ಸಿಜೆಐ ಗವಾಯಿಯತ್ತ ಶೂ ಎಸೆತ ಅಪರಾಧ: [624, 1125, 820, 1175]
